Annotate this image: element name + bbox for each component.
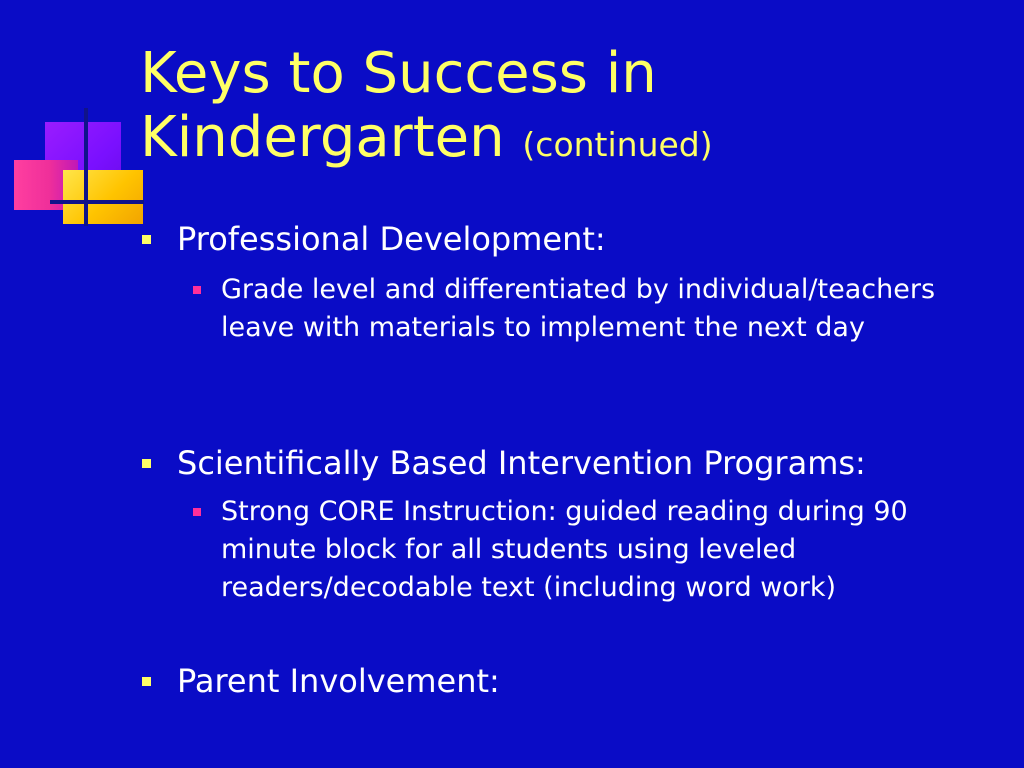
- bullet-label: Scientifically Based Intervention Programs:: [177, 444, 866, 482]
- sub-bullet-text: Strong CORE Instruction: guided reading during 90 minute block for all students using leveled readers/decodable text (including word work): [221, 496, 908, 603]
- sub-bullet-square-icon: [193, 286, 201, 294]
- bullet-square-icon: [142, 235, 151, 244]
- sub-bullet-text: Grade level and differentiated by individual/teachers leave with materials to implement the next day: [221, 274, 936, 343]
- bullet-square-icon: [142, 677, 151, 686]
- slide-title-main: Keys to Success in Kindergarten: [140, 41, 657, 170]
- slide-title-sub: (continued): [522, 125, 713, 164]
- bullet-label: Professional Development:: [177, 220, 606, 258]
- bullet-square-icon: [142, 459, 151, 468]
- sub-bullet-square-icon: [193, 508, 201, 516]
- bullet-label: Parent Involvement:: [177, 662, 500, 700]
